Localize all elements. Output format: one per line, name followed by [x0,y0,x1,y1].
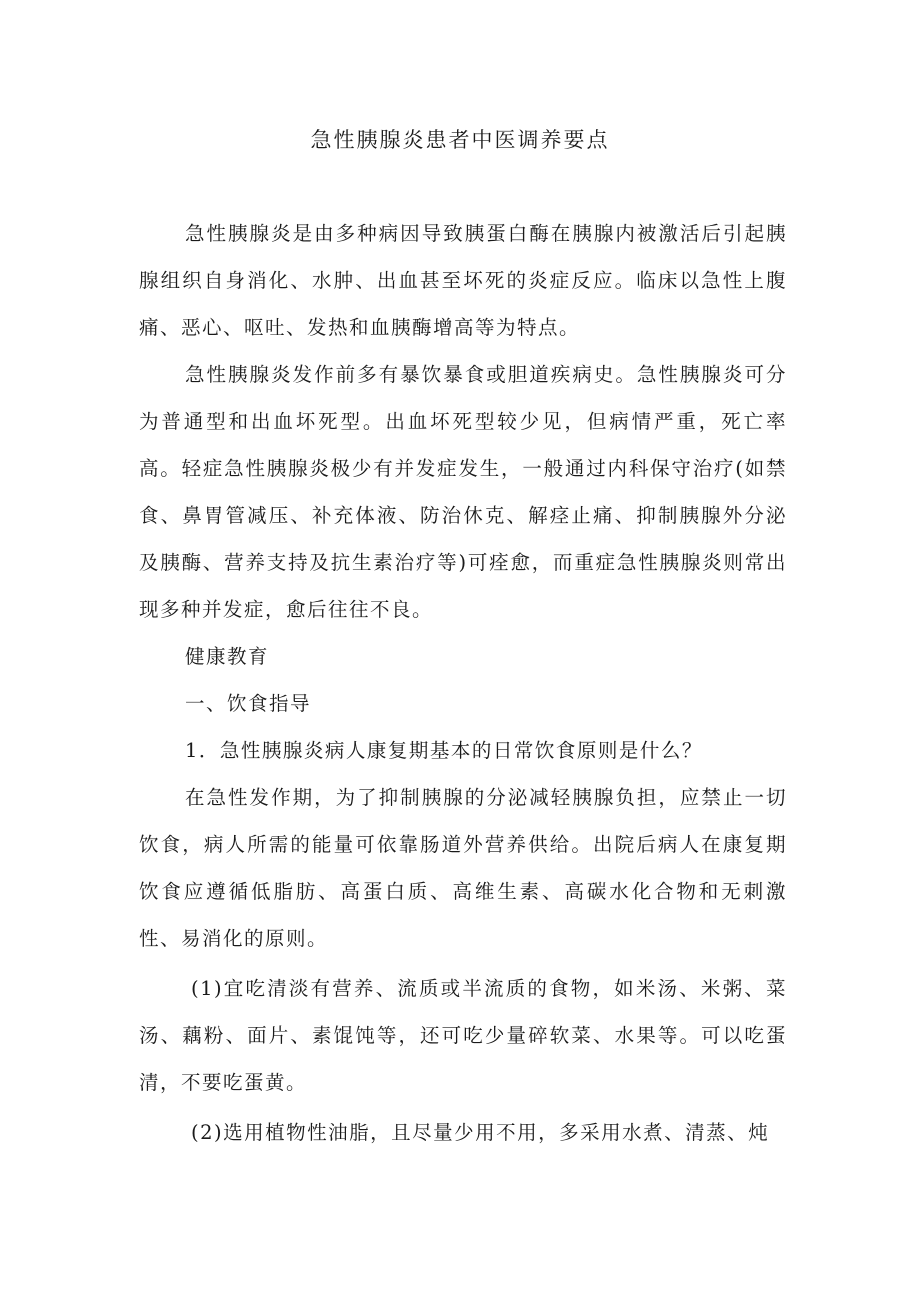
question-diet-principles: 1．急性胰腺炎病人康复期基本的日常饮食原则是什么？ [185,739,703,762]
paragraph-definition: 急性胰腺炎是由多种病因导致胰蛋白酶在胰腺内被激活后引起胰腺组织自身消化、水肿、出血甚至坏死的炎症反应。临床以急性上腹痛、恶心、呕吐、发热和血胰酶增高等为特点。 [139,222,787,339]
list-item-1: (1)宜吃清淡有营养、流质或半流质的食物，如米汤、米粥、菜汤、藕粉、面片、素馄饨等，还可吃少量碎软菜、水果等。可以吃蛋清，不要吃蛋黄。 [139,977,787,1094]
list-item-2: (2)选用植物性油脂，且尽量少用不用，多采用水煮、清蒸、炖 [191,1121,770,1144]
document-title: 急性胰腺炎患者中医调养要点 [310,128,610,152]
document-body [139,210,787,1156]
paragraph-diet-principles: 在急性发作期，为了抑制胰腺的分泌减轻胰腺负担，应禁止一切饮食，病人所需的能量可依靠肠道外营养供给。出院后病人在康复期饮食应遵循低脂肪、高蛋白质、高维生素、高碳水化合物和无刺激性、易消化的原则。 [139,786,787,950]
heading-health-education: 健康教育 [185,645,270,668]
paragraph-classification: 急性胰腺炎发作前多有暴饮暴食或胆道疾病史。急性胰腺炎可分为普通型和出血坏死型。出血坏死型较少见，但病情严重，死亡率高。轻症急性胰腺炎极少有并发症发生，一般通过内科保守治疗(如禁食、鼻胃管减压、补充体液、防治休克、解痉止痛、抑制胰腺外分泌及胰酶、营养支持及抗生素治疗等)可痊愈，而重症急性胰腺炎则常出现多种并发症，愈后往往不良。 [139,363,787,621]
heading-diet-guidance: 一、饮食指导 [185,692,312,715]
